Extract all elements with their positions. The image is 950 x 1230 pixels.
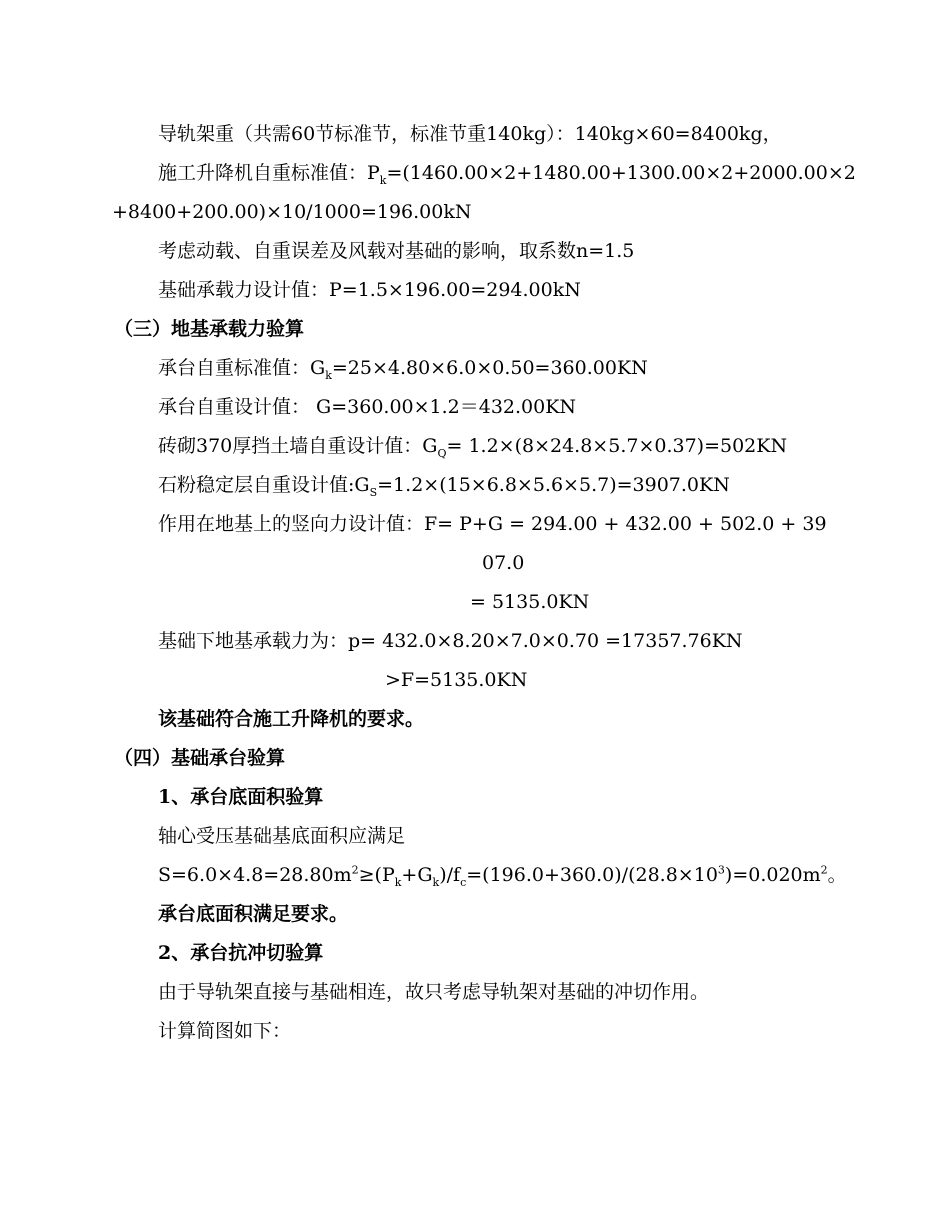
- bearing-design-value-line: [158, 278, 581, 302]
- rail-weight-text: 导轨架重（共需60节标准节，标准节重140kg）：140kg×60=8400kg，: [158, 123, 782, 145]
- self-weight-continuation-line: [112, 200, 471, 224]
- punching-explanation-text: 由于导轨架直接与基础相连，故只考虑导轨架对基础的冲切作用。: [158, 981, 710, 1003]
- area-formula-sub-3: c: [460, 875, 467, 889]
- area-formula-part-d: )/f: [439, 864, 461, 886]
- subheading-bottom-area-text: 1、承台底面积验算: [158, 786, 324, 808]
- bearing-design-value-text: 基础承载力设计值：P=1.5×196.00=294.00kN: [158, 279, 581, 301]
- diagram-intro-text: 计算简图如下：: [158, 1020, 292, 1042]
- retaining-wall-weight-line: [158, 434, 787, 458]
- self-weight-result: +8400+200.00)×10/1000=196.00kN: [112, 201, 472, 223]
- vertical-force-result-text: = 5135.0KN: [470, 591, 590, 613]
- area-formula-sup-3: 2: [820, 863, 828, 877]
- retaining-wall-subscript: Q: [437, 446, 447, 460]
- cap-weight-design-text: 承台自重设计值： G=360.00×1.2＝432.00KN: [158, 396, 577, 418]
- vertical-force-line: [158, 512, 827, 536]
- stone-layer-subscript: S: [369, 485, 378, 499]
- stone-layer-weight-line: [158, 473, 730, 497]
- cap-weight-standard-line: [158, 356, 648, 380]
- punching-explanation-line: [158, 980, 709, 1004]
- ground-bearing-capacity-line: [158, 629, 743, 653]
- stone-layer-label: 石粉稳定层自重设计值:G: [158, 474, 370, 496]
- vertical-force-text: 作用在地基上的竖向力设计值：F= P+G = 294.00 + 432.00 + 502.0 + 39: [158, 513, 827, 535]
- dynamic-load-factor-line: [158, 239, 634, 263]
- stone-layer-formula: =1.2×(15×6.8×5.6×5.7)=3907.0KN: [377, 474, 730, 496]
- vertical-force-continuation-text: 07.0: [482, 552, 525, 574]
- area-formula-sub-2: k: [432, 875, 440, 889]
- area-conclusion-line: [158, 902, 348, 926]
- diagram-intro-line: [158, 1019, 291, 1043]
- area-formula-sub-1: k: [394, 875, 402, 889]
- vertical-force-result-line: [470, 590, 589, 614]
- foundation-conclusion-line: [158, 707, 424, 731]
- retaining-wall-formula: = 1.2×(8×24.8×5.7×0.37)=502KN: [446, 435, 788, 457]
- area-formula-part-a: S=6.0×4.8=28.80m: [158, 864, 352, 886]
- section-heading-4-text: （四）基础承台验算: [114, 747, 286, 769]
- cap-weight-standard-label: 承台自重标准值：G: [158, 357, 326, 379]
- self-weight-subscript: k: [379, 173, 387, 187]
- self-weight-standard-line: [158, 161, 856, 185]
- subheading-punching-shear-text: 2、承台抗冲切验算: [158, 942, 324, 964]
- ground-bearing-comparison-text: >F=5135.0KN: [385, 669, 528, 691]
- axial-compression-line: [158, 824, 405, 848]
- section-heading-3: [114, 317, 304, 341]
- area-formula-sup-2: 3: [717, 863, 725, 877]
- dynamic-load-factor-text: 考虑动载、自重误差及风载对基础的影响，取系数n=1.5: [158, 240, 635, 262]
- self-weight-formula: =(1460.00×2+1480.00+1300.00×2+2000.00×2: [386, 162, 856, 184]
- area-formula-part-b: ≥(P: [358, 864, 395, 886]
- area-formula-part-f: )=0.020m: [724, 864, 821, 886]
- section-heading-4: [114, 746, 285, 770]
- area-conclusion-text: 承台底面积满足要求。: [158, 903, 349, 925]
- retaining-wall-label: 砖砌370厚挡土墙自重设计值：G: [158, 435, 438, 457]
- area-formula-line: [158, 863, 847, 887]
- subheading-bottom-area: [158, 785, 323, 809]
- cap-weight-standard-formula: =25×4.80×6.0×0.50=360.00KN: [331, 357, 648, 379]
- area-formula-sup-1: 2: [351, 863, 359, 877]
- ground-bearing-capacity-text: 基础下地基承载力为：p= 432.0×8.20×7.0×0.70 =17357.76KN: [158, 630, 743, 652]
- axial-compression-text: 轴心受压基础基底面积应满足: [158, 825, 406, 847]
- section-heading-3-text: （三）地基承载力验算: [114, 318, 305, 340]
- cap-weight-standard-subscript: k: [325, 368, 332, 382]
- rail-weight-line: [158, 122, 782, 146]
- subheading-punching-shear: [158, 941, 323, 965]
- area-formula-part-c: +G: [401, 864, 433, 886]
- area-formula-part-e: =(196.0+360.0)/(28.8×10: [466, 864, 718, 886]
- self-weight-label: 施工升降机自重标准值：P: [158, 162, 380, 184]
- foundation-conclusion-text: 该基础符合施工升降机的要求。: [158, 708, 425, 730]
- vertical-force-continuation-line: [482, 551, 524, 575]
- ground-bearing-comparison-line: [385, 668, 527, 692]
- area-formula-part-g: 。: [827, 864, 847, 886]
- cap-weight-design-line: [158, 395, 576, 419]
